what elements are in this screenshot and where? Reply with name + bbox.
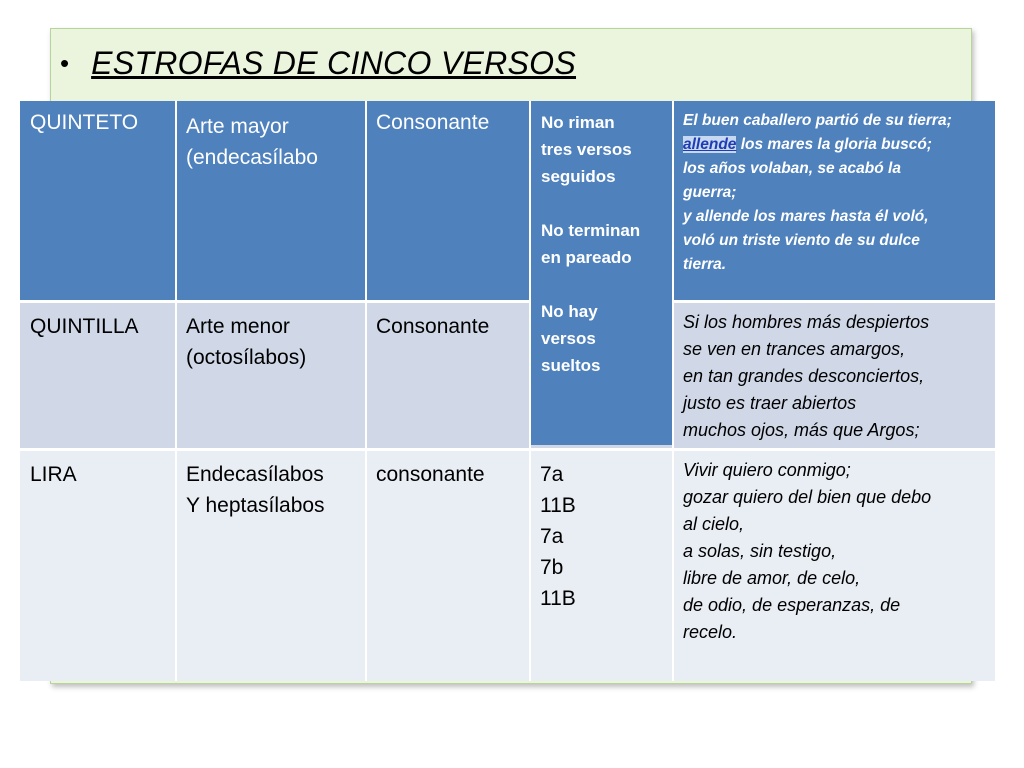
scheme-line: 7a (540, 525, 564, 548)
poem-line: gozar quiero del bien que debo (683, 487, 932, 507)
grid-divider (20, 448, 995, 451)
grid-divider (20, 300, 995, 303)
poem-line: Vivir quiero conmigo; (683, 460, 851, 480)
bullet-icon: • (60, 47, 70, 78)
note-line: en pareado (541, 248, 632, 267)
grid-divider (672, 101, 674, 681)
poem-line: a solas, sin testigo, (683, 541, 837, 561)
cell-quintilla-name (20, 301, 176, 449)
scheme-line: 7b (540, 556, 564, 579)
poem-line: guerra; (683, 184, 737, 201)
slide-title: ESTROFAS DE CINCO VERSOS (91, 44, 577, 81)
cell-quintilla-rima (366, 301, 530, 449)
note-line: No riman (541, 113, 615, 132)
cell-lira-rima (366, 449, 530, 681)
title-row (60, 38, 576, 88)
poem-line: en tan grandes desconciertos, (683, 366, 925, 386)
cell-quinteto-rima (366, 101, 530, 301)
cell-quinteto-name (20, 101, 176, 301)
poem-line: se ven en trances amargos, (683, 339, 906, 359)
cell-quinteto-arte (176, 101, 366, 301)
cell-lira-arte (176, 449, 366, 681)
strophe-name: QUINTILLA (30, 315, 139, 338)
poem-line: recelo. (683, 622, 738, 642)
scheme-line: 7a (540, 463, 564, 486)
strophe-name: LIRA (30, 463, 77, 486)
note-line: seguidos (541, 167, 616, 186)
poem-line: muchos ojos, más que Argos; (683, 420, 920, 440)
arte-line: (endecasílabo (186, 146, 318, 169)
cell-lira-scheme (530, 449, 673, 681)
poem-line: justo es traer abiertos (683, 393, 857, 413)
arte-line: (octosílabos) (186, 346, 307, 369)
strophe-name: QUINTETO (30, 111, 139, 134)
poem-line: tierra. (683, 256, 727, 273)
grid-divider (365, 101, 367, 681)
poem-line: El buen caballero partió de su tierra; (683, 112, 952, 129)
poem-line: libre de amor, de celo, (683, 568, 861, 588)
rima-type: Consonante (376, 111, 490, 134)
cell-lira-poem (673, 449, 995, 681)
scheme-line: 11B (540, 587, 576, 610)
poem-line: allende los mares la gloria buscó; (683, 136, 932, 153)
arte-line: Endecasílabos (186, 463, 324, 486)
note-line: No hay (541, 302, 598, 321)
cell-lira-name (20, 449, 176, 681)
note-line: sueltos (541, 356, 601, 375)
allende-link[interactable]: allende (683, 136, 737, 153)
grid-divider (175, 101, 177, 681)
rima-type: consonante (376, 463, 485, 486)
poem-line: de odio, de esperanzas, de (683, 595, 901, 615)
arte-line: Arte mayor (186, 115, 289, 138)
poem-line: Si los hombres más despiertos (683, 312, 930, 332)
scheme-line: 11B (540, 494, 576, 517)
rima-type: Consonante (376, 315, 490, 338)
notes-box (531, 101, 672, 448)
cell-quintilla-poem (673, 301, 995, 449)
note-line: No terminan (541, 221, 641, 240)
arte-line: Y heptasílabos (186, 494, 325, 517)
poem-line: voló un triste viento de su dulce (683, 232, 920, 249)
poem-line: los años volaban, se acabó la (683, 160, 901, 177)
arte-line: Arte menor (186, 315, 290, 338)
cell-quinteto-poem (673, 101, 995, 301)
note-line: versos (541, 329, 596, 348)
poem-line: al cielo, (683, 514, 745, 534)
poem-line: y allende los mares hasta él voló, (683, 208, 929, 225)
note-line: tres versos (541, 140, 632, 159)
cell-quintilla-arte (176, 301, 366, 449)
